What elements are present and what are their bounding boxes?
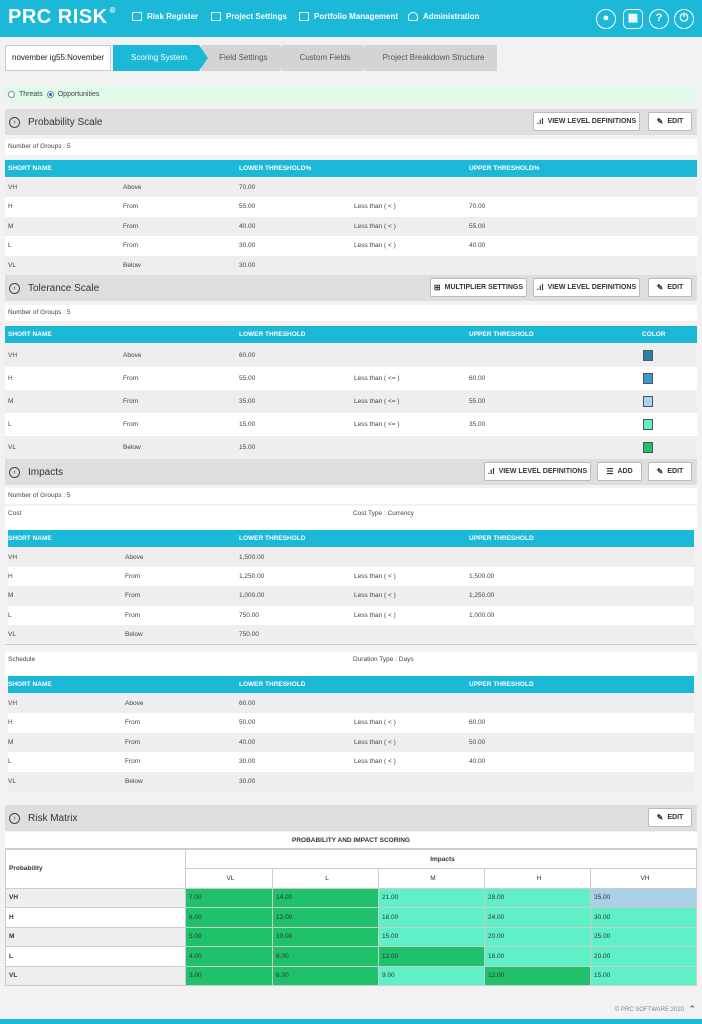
table-cell: VL (8, 630, 16, 638)
table-cell: L (8, 421, 12, 428)
table-row (8, 752, 694, 771)
probability-scale-header (5, 109, 697, 135)
nav-project-settings[interactable]: Project Settings (211, 12, 287, 21)
risk-matrix-header (5, 805, 697, 831)
matrix-cell[interactable]: 28.00 (485, 888, 591, 908)
table-cell: From (123, 242, 139, 250)
matrix-cell[interactable]: 35.00 (590, 888, 696, 908)
add-list-icon: ☰ (606, 467, 614, 476)
color-swatch (643, 373, 653, 384)
table-row (5, 178, 697, 197)
table-row (8, 772, 694, 791)
table-cell: Less than ( <= ) (354, 421, 400, 428)
expand-icon[interactable]: › (9, 813, 20, 824)
matrix-row (6, 966, 697, 986)
color-swatch (643, 350, 653, 361)
table-row (8, 606, 694, 625)
table-cell: M (8, 222, 14, 230)
threats-radio[interactable] (8, 91, 15, 98)
table-cell: 50.00 (239, 719, 256, 727)
table-cell: 40.00 (469, 242, 486, 250)
table-cell: Less than ( <= ) (354, 375, 400, 382)
table-cell: Less than ( < ) (354, 203, 396, 211)
multiplier-icon: ⊞ (433, 283, 441, 292)
cost-info: Cost Cost Type : Currency (5, 506, 697, 522)
table-cell: Less than ( < ) (354, 573, 396, 581)
top-bar (0, 0, 702, 37)
matrix-cell[interactable]: 15.00 (379, 927, 485, 947)
table-cell: 30.00 (239, 758, 256, 766)
help-icon[interactable]: ? (649, 9, 669, 29)
table-row (5, 390, 697, 413)
expand-icon[interactable]: › (9, 117, 20, 128)
table-cell: From (125, 573, 141, 581)
table-cell: Less than ( < ) (354, 719, 396, 727)
tab-field-settings[interactable]: Field Settings (201, 45, 279, 71)
impact-column-header: H (485, 869, 591, 889)
table-cell: Less than ( < ) (354, 222, 396, 230)
table-row (5, 197, 697, 216)
table-row (5, 217, 697, 236)
table-cell: Less than ( < ) (354, 738, 396, 746)
matrix-cell[interactable]: 20.00 (485, 927, 591, 947)
matrix-cell[interactable]: 9.00 (379, 966, 485, 986)
table-cell: VH (8, 352, 18, 359)
scroll-top-icon[interactable]: ⌃ (688, 1004, 696, 1014)
table-cell: 1,250.00 (469, 592, 495, 600)
risk-type-selector (5, 86, 697, 103)
table-cell: H (8, 573, 13, 581)
table-cell: 30.00 (239, 242, 256, 250)
table-cell: Less than ( < ) (354, 611, 396, 619)
table-cell: Above (125, 554, 144, 561)
matrix-cell[interactable]: 6.00 (186, 908, 273, 928)
table-cell: 55.00 (469, 222, 486, 230)
table-cell: From (123, 421, 139, 428)
table-cell: M (8, 738, 14, 746)
table-row (8, 567, 694, 586)
impacts-header (5, 459, 697, 485)
view-level-definitions-button[interactable]: .ıl VIEW LEVEL DEFINITIONS (484, 462, 591, 481)
table-cell: From (125, 611, 141, 619)
probability-row-label: H (6, 908, 186, 928)
cost-table-header: SHORT NAME LOWER THRESHOLD UPPER THRESHOLD (8, 530, 694, 547)
expand-icon[interactable]: › (9, 283, 20, 294)
table-cell: 15.00 (239, 444, 256, 451)
table-cell: Less than ( < ) (354, 242, 396, 250)
edit-button[interactable]: ✎ EDIT (648, 278, 692, 297)
color-swatch (643, 442, 653, 453)
table-row (8, 733, 694, 752)
view-level-definitions-button[interactable]: .ıl VIEW LEVEL DEFINITIONS (533, 278, 640, 297)
tab-scoring-system[interactable]: Scoring System (113, 45, 199, 71)
power-icon[interactable]: ⏻ (674, 9, 694, 29)
matrix-cell[interactable]: 12.00 (485, 966, 591, 986)
bars-icon: .ıl (536, 117, 544, 126)
table-cell: Below (125, 777, 143, 785)
user-icon (408, 12, 418, 21)
edit-icon: ✎ (656, 283, 664, 292)
table-cell: 70.00 (469, 203, 486, 211)
table-row (8, 548, 694, 567)
matrix-cell[interactable]: 24.00 (485, 908, 591, 928)
schedule-table-header: SHORT NAME LOWER THRESHOLD UPPER THRESHOLD (8, 676, 694, 693)
impact-column-header: L (273, 869, 379, 889)
matrix-cell[interactable]: 21.00 (379, 888, 485, 908)
group-count: Number of Groups : 5 (5, 305, 697, 321)
footer (0, 1000, 702, 1020)
matrix-row (6, 927, 697, 947)
table-row (8, 713, 694, 732)
table-cell: H (8, 719, 13, 727)
opportunities-label: Opportunities (57, 91, 100, 98)
table-cell: VH (8, 554, 18, 561)
table-cell: 60.00 (469, 375, 486, 382)
matrix-cell[interactable]: 5.00 (186, 927, 273, 947)
table-cell: 60.00 (239, 352, 256, 359)
table-cell: H (8, 375, 13, 382)
multiplier-settings-button[interactable]: ⊞ MULTIPLIER SETTINGS (430, 278, 527, 297)
matrix-cell[interactable]: 30.00 (590, 908, 696, 928)
table-cell: 30.00 (239, 777, 256, 785)
matrix-cell[interactable]: 18.00 (379, 908, 485, 928)
matrix-heading: PROBABILITY AND IMPACT SCORING (5, 832, 697, 849)
table-cell: From (123, 375, 139, 382)
group-count: Number of Groups : 5 (5, 139, 697, 155)
table-cell: 55.00 (239, 203, 256, 211)
table-row (5, 344, 697, 367)
copyright: © PRC SOFTWARE 2020 (614, 1007, 684, 1013)
impact-column-header: VH (590, 869, 696, 889)
section-title: Probability Scale (28, 116, 103, 128)
matrix-row (6, 908, 697, 928)
table-cell: 35.00 (239, 398, 256, 405)
folder-icon (299, 12, 309, 21)
matrix-cell[interactable]: 3.00 (186, 966, 273, 986)
table-cell: 30.00 (239, 261, 256, 269)
tolerance-scale-header (5, 275, 697, 301)
bars-icon: .ıl (487, 467, 495, 476)
table-cell: L (8, 611, 12, 619)
schedule-info: Schedule Duration Type : Days (5, 652, 697, 668)
table-row (8, 625, 694, 644)
group-count: Number of Groups : 5 (5, 488, 697, 504)
table-cell: From (123, 222, 139, 230)
table-cell: From (125, 738, 141, 746)
project-name-tab[interactable]: november ig55:November (5, 45, 111, 71)
table-cell: L (8, 242, 12, 250)
matrix-cell[interactable]: 20.00 (590, 947, 696, 967)
matrix-row (6, 947, 697, 967)
matrix-cell[interactable]: 16.00 (485, 947, 591, 967)
matrix-cell[interactable]: 15.00 (590, 966, 696, 986)
settings-tabs (5, 45, 497, 71)
section-title: Risk Matrix (28, 812, 78, 824)
edit-icon: ✎ (656, 117, 664, 126)
impacts-label: Impacts (186, 850, 697, 869)
table-cell: 1,250.00 (239, 573, 265, 581)
table-row (8, 694, 694, 713)
table-cell: 60.00 (239, 700, 256, 707)
impact-column-header: M (379, 869, 485, 889)
matrix-cell[interactable]: 7.00 (186, 888, 273, 908)
risk-matrix-table (5, 849, 697, 986)
color-swatch (643, 396, 653, 407)
edit-button[interactable]: ✎ EDIT (648, 462, 692, 481)
probability-row-label: VH (6, 888, 186, 908)
table-cell: Below (123, 444, 141, 451)
matrix-cell[interactable]: 12.00 (273, 908, 379, 928)
opportunities-radio[interactable] (47, 91, 54, 98)
table-cell: 40.00 (239, 738, 256, 746)
table-cell: 40.00 (239, 222, 256, 230)
section-title: Impacts (28, 466, 64, 478)
edit-icon: ✎ (656, 813, 664, 822)
calendar-icon[interactable]: ▦ (623, 9, 643, 29)
table-cell: M (8, 592, 14, 600)
nav-risk-register[interactable]: Risk Register (132, 12, 198, 21)
table-cell: From (123, 398, 139, 405)
nav-portfolio-management[interactable]: Portfolio Management (299, 12, 398, 21)
table-row (8, 586, 694, 605)
table-cell: 750.00 (239, 630, 259, 638)
matrix-cell[interactable]: 12.00 (379, 947, 485, 967)
tolerance-table-header: SHORT NAME LOWER THRESHOLD UPPER THRESHOLD COLOR (5, 326, 697, 343)
table-cell: 50.00 (469, 738, 486, 746)
table-row (5, 367, 697, 390)
table-cell: From (125, 719, 141, 727)
threats-label: Threats (19, 91, 43, 98)
probability-table-header: SHORT NAME LOWER THRESHOLD% UPPER THRESHOLD% (5, 160, 697, 177)
table-cell: M (8, 398, 14, 405)
section-title: Tolerance Scale (28, 282, 100, 294)
edit-button[interactable]: ✎ EDIT (648, 112, 692, 131)
table-cell: 15.00 (239, 421, 256, 428)
table-cell: Less than ( <= ) (354, 398, 400, 405)
table-cell: Above (125, 700, 144, 707)
tab-project-breakdown-structure[interactable]: Project Breakdown Structure (365, 45, 497, 71)
table-cell: 35.00 (469, 421, 486, 428)
matrix-cell[interactable]: 4.00 (186, 947, 273, 967)
edit-button[interactable]: ✎ EDIT (648, 808, 692, 827)
add-button[interactable]: ☰ ADD (597, 462, 642, 481)
table-cell: 1,500.00 (469, 573, 495, 581)
matrix-cell[interactable]: 10.00 (273, 927, 379, 947)
probability-row-label: M (6, 927, 186, 947)
table-row (5, 413, 697, 436)
table-cell: 750.00 (239, 611, 259, 619)
probability-label: Probability (6, 850, 186, 889)
expand-icon[interactable]: › (9, 467, 20, 478)
probability-row-label: L (6, 947, 186, 967)
matrix-row (6, 888, 697, 908)
table-cell: 1,500.00 (239, 554, 265, 561)
table-cell: VL (8, 444, 16, 451)
table-cell: 70.00 (239, 184, 256, 191)
edit-icon: ✎ (656, 467, 664, 476)
table-cell: From (123, 203, 139, 211)
grid-icon (132, 12, 142, 21)
nav-administration[interactable]: Administration (408, 12, 479, 21)
app-logo[interactable]: PRC RISK ® (8, 6, 116, 28)
table-cell: 1,000.00 (239, 592, 265, 600)
table-cell: Less than ( < ) (354, 758, 396, 766)
matrix-cell[interactable]: 8.00 (273, 947, 379, 967)
table-row (5, 436, 697, 459)
toggle-icon[interactable]: ● (596, 9, 616, 29)
matrix-cell[interactable]: 6.00 (273, 966, 379, 986)
table-cell: From (125, 758, 141, 766)
table-cell: L (8, 758, 12, 766)
table-cell: H (8, 203, 13, 211)
table-cell: Above (123, 352, 142, 359)
table-cell: From (125, 592, 141, 600)
table-cell: Below (123, 261, 141, 269)
tab-custom-fields[interactable]: Custom Fields (282, 45, 363, 71)
table-row (5, 256, 697, 275)
table-row (5, 236, 697, 255)
matrix-cell[interactable]: 25.00 (590, 927, 696, 947)
table-cell: Less than ( < ) (354, 592, 396, 600)
impact-column-header: VL (186, 869, 273, 889)
table-cell: VH (8, 700, 18, 707)
table-cell: 40.00 (469, 758, 486, 766)
table-cell: 1,000.00 (469, 611, 495, 619)
table-cell: Above (123, 184, 142, 191)
table-cell: 55.00 (469, 398, 486, 405)
table-cell: 60.00 (469, 719, 486, 727)
table-cell: VH (8, 184, 18, 191)
table-cell: VL (8, 261, 16, 269)
table-cell: 55.00 (239, 375, 256, 382)
probability-row-label: VL (6, 966, 186, 986)
table-cell: VL (8, 777, 16, 785)
table-cell: Below (125, 630, 143, 638)
settings-icon (211, 12, 221, 21)
bars-icon: .ıl (536, 283, 544, 292)
color-swatch (643, 419, 653, 430)
matrix-cell[interactable]: 14.00 (273, 888, 379, 908)
view-level-definitions-button[interactable]: .ıl VIEW LEVEL DEFINITIONS (533, 112, 640, 131)
